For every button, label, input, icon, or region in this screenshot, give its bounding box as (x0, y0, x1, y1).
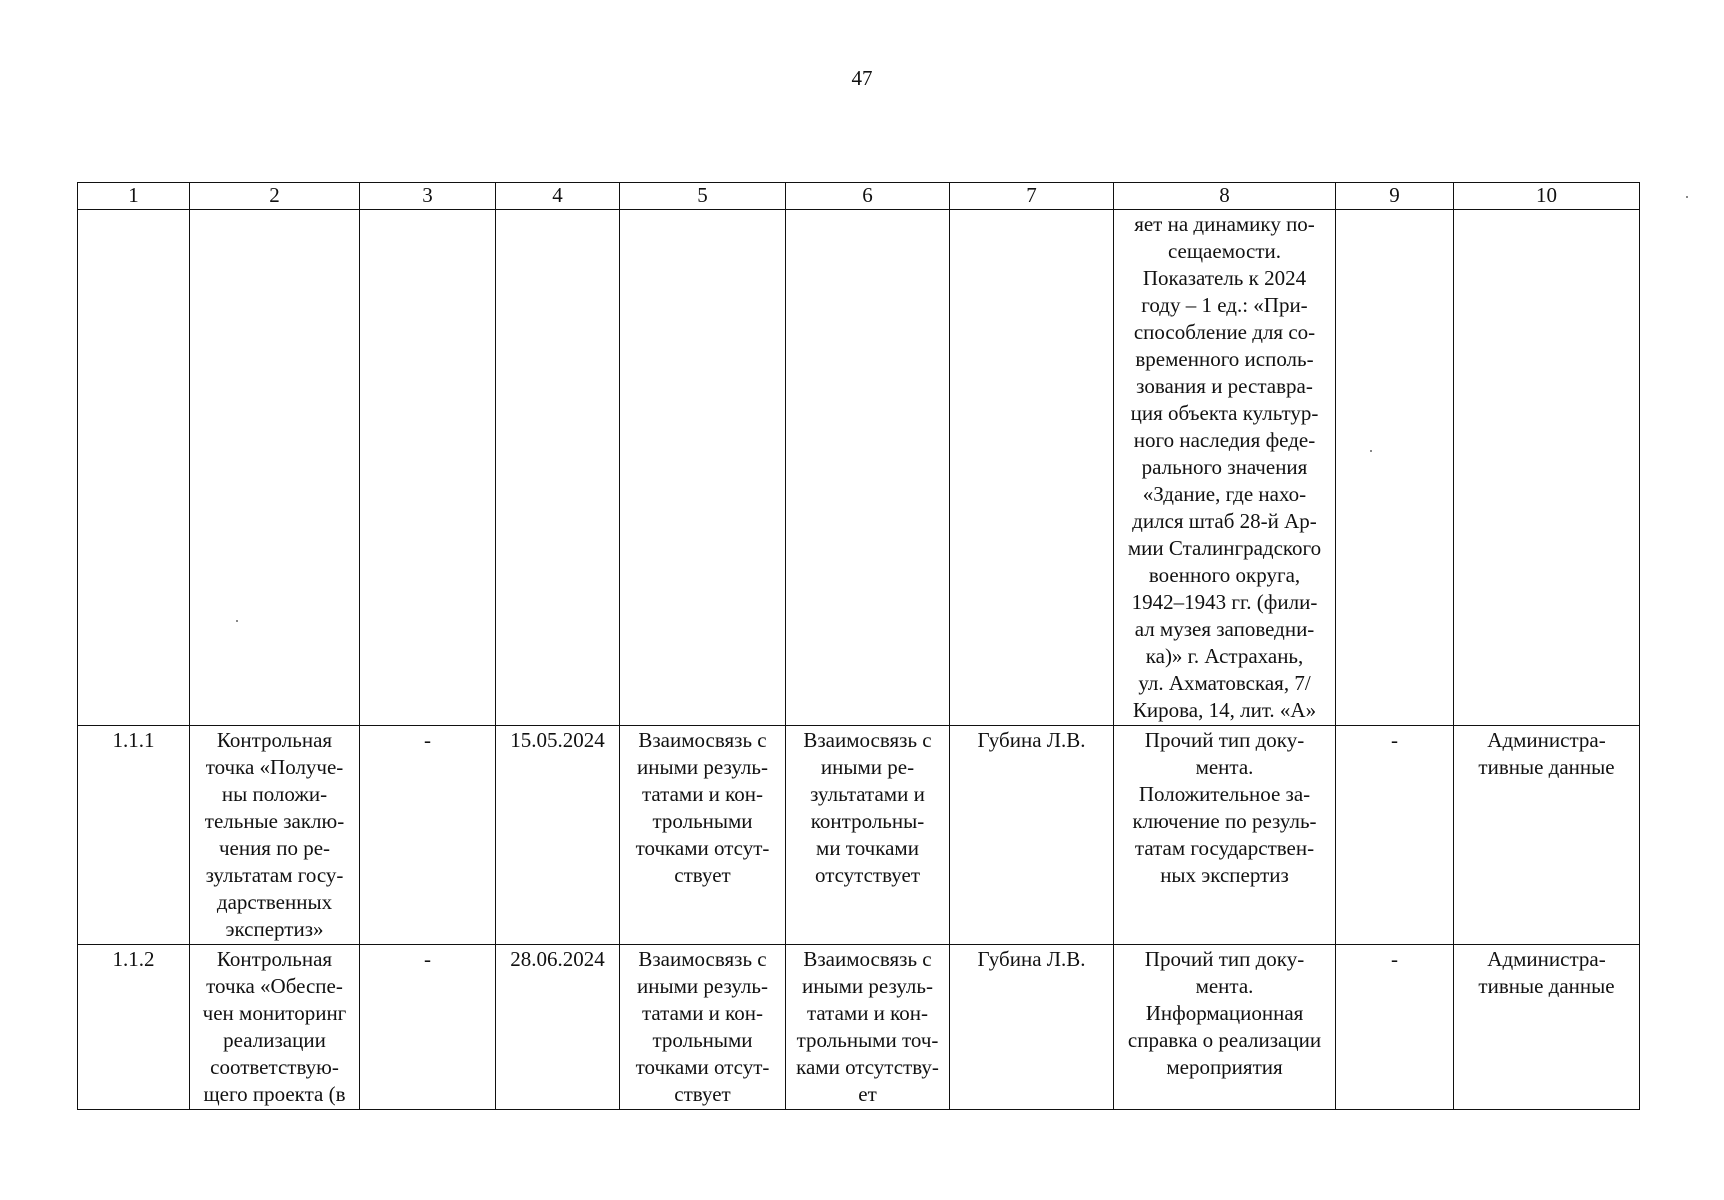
header-col-7: 7 (950, 183, 1114, 210)
cell-relation-1 (620, 210, 786, 726)
header-col-2: 2 (190, 183, 360, 210)
cell-col-9: - (1336, 726, 1454, 945)
cell-relation-2: Взаимосвязь с иными ре- зультатами и контрольны- ми точками отсутствует (786, 726, 950, 945)
cell-date: 28.06.2024 (496, 945, 620, 1110)
document-table-container (77, 182, 1639, 1110)
scan-speck (1686, 196, 1688, 198)
cell-col-3 (360, 210, 496, 726)
cell-name (190, 210, 360, 726)
header-col-8: 8 (1114, 183, 1336, 210)
header-col-6: 6 (786, 183, 950, 210)
cell-date (496, 210, 620, 726)
cell-number: 1.1.1 (78, 726, 190, 945)
cell-document-type: Прочий тип доку- мента. Положительное за- ключение по резуль- татам государствен- ных экспертиз (1114, 726, 1336, 945)
table-row (78, 726, 1640, 945)
cell-document-type: яет на динамику по- сещаемости. Показатель к 2024 году – 1 ед.: «При- способление для со- временного исполь- зования и реставра- ция объекта культур- ного наследия феде- рального значения «Здание, где нахо- дился штаб 28-й Ар- мии Сталинградского военного округа, 1942–1943 гг. (фили- ал музея заповедни- ка)» г. Астрахань, ул. Ахматовская, 7/ Кирова, 14, лит. «А» (1114, 210, 1336, 726)
cell-name: Контрольная точка «Обеспе- чен мониторинг реализации соответствую- щего проекта (в (190, 945, 360, 1110)
cell-data-source: Администра- тивные данные (1454, 726, 1640, 945)
cell-date: 15.05.2024 (496, 726, 620, 945)
cell-name: Контрольная точка «Получе- ны положи- тельные заклю- чения по ре- зультатам госу- дарственных экспертиз» (190, 726, 360, 945)
cell-number (78, 210, 190, 726)
cell-col-3: - (360, 726, 496, 945)
cell-responsible (950, 210, 1114, 726)
cell-data-source (1454, 210, 1640, 726)
header-col-3: 3 (360, 183, 496, 210)
cell-responsible: Губина Л.В. (950, 945, 1114, 1110)
header-col-1: 1 (78, 183, 190, 210)
header-col-5: 5 (620, 183, 786, 210)
table-row (78, 945, 1640, 1110)
scan-speck (1370, 450, 1372, 452)
cell-data-source: Администра- тивные данные (1454, 945, 1640, 1110)
cell-col-9: - (1336, 945, 1454, 1110)
scan-speck (236, 620, 238, 622)
table-row-continuation (78, 210, 1640, 726)
cell-relation-2: Взаимосвязь с иными резуль- татами и кон- трольными точ- ками отсутству- ет (786, 945, 950, 1110)
cell-relation-1: Взаимосвязь с иными резуль- татами и кон- трольными точками отсут- ствует (620, 945, 786, 1110)
cell-document-type: Прочий тип доку- мента. Информационная справка о реализации мероприятия (1114, 945, 1336, 1110)
cell-responsible: Губина Л.В. (950, 726, 1114, 945)
cell-relation-2 (786, 210, 950, 726)
header-row (78, 183, 1640, 210)
header-col-4: 4 (496, 183, 620, 210)
header-col-9: 9 (1336, 183, 1454, 210)
cell-col-9 (1336, 210, 1454, 726)
document-table (77, 182, 1640, 1110)
header-col-10: 10 (1454, 183, 1640, 210)
cell-col-3: - (360, 945, 496, 1110)
cell-number: 1.1.2 (78, 945, 190, 1110)
cell-relation-1: Взаимосвязь с иными резуль- татами и кон- трольными точками отсут- ствует (620, 726, 786, 945)
page-number: 47 (851, 66, 873, 90)
